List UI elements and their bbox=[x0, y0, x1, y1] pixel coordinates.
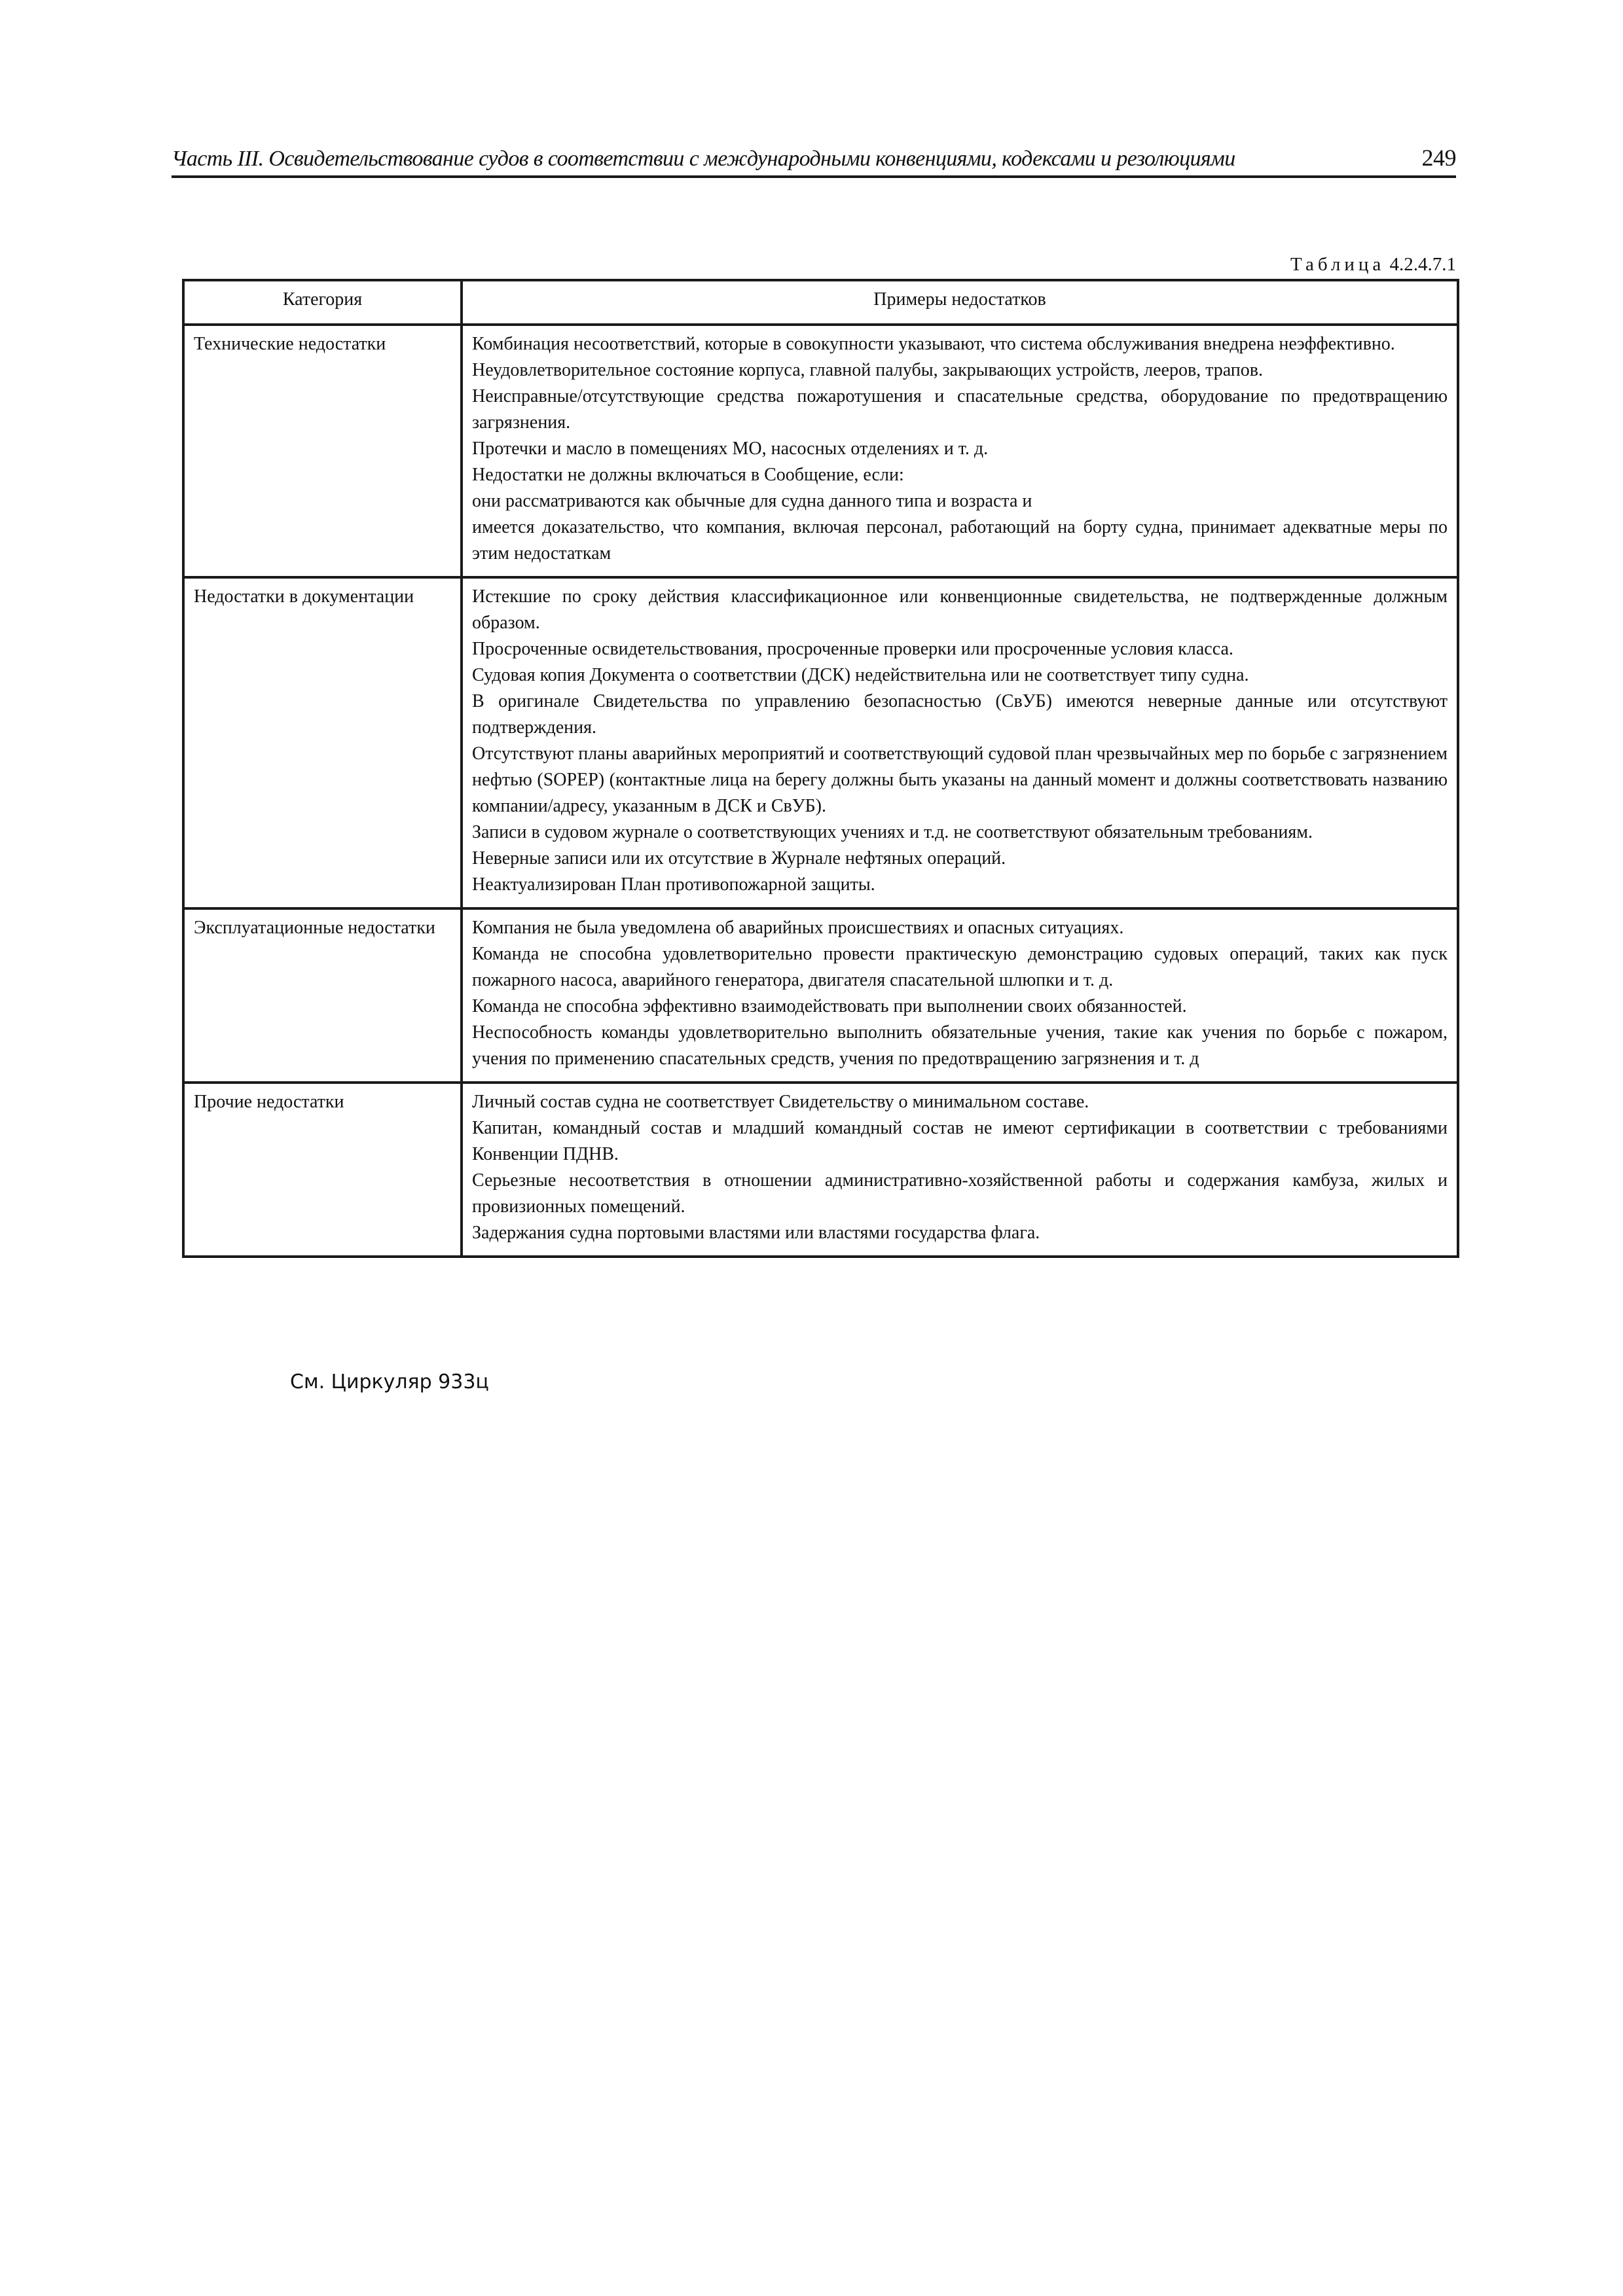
table-caption bbox=[1290, 254, 1456, 276]
running-header bbox=[172, 140, 1456, 178]
example-line: В оригинале Свидетельства по управлению безопасностью (СвУБ) имеются неверные данные или отсутствуют подтверждения. bbox=[472, 691, 1448, 738]
page-number: 249 bbox=[1421, 145, 1456, 171]
column-header-category: Категория bbox=[183, 280, 462, 325]
column-header-examples: Примеры недостатков bbox=[462, 280, 1458, 325]
example-line: Команда не способна удовлетворительно провести практическую демонстрацию судовых операций, таких как пуск пожарного насоса, аварийного генератора, двигателя спасательной шлюпки и т. д. bbox=[472, 944, 1448, 990]
example-line: Задержания судна портовыми властями или властями государства флага. bbox=[472, 1223, 1040, 1243]
footnote-circular-reference: См. Циркуляр 933ц bbox=[290, 1371, 489, 1393]
example-line: Неисправные/отсутствующие средства пожаротушения и спасательные средства, оборудование по предотвращению загрязнения. bbox=[472, 386, 1448, 433]
example-line: имеется доказательство, что компания, включая персонал, работающий на борту судна, принимает адекватные меры по этим недостаткам bbox=[472, 517, 1448, 564]
table-row bbox=[183, 577, 1458, 908]
table-row bbox=[183, 908, 1458, 1083]
example-line: они рассматриваются как обычные для судна данного типа и возраста и bbox=[472, 491, 1032, 511]
example-line: Отсутствуют планы аварийных мероприятий и соответствующий судовой план чрезвычайных мер по борьбе с загрязнением нефтью (SOPEP) (контактные лица на берегу должны быть указаны на данный момент и должны соответствовать названию компании/адресу, указанным в ДСК и СвУБ). bbox=[472, 744, 1448, 816]
example-line: Протечки и масло в помещениях МО, насосных отделениях и т. д. bbox=[472, 439, 989, 459]
category-cell: Эксплуатационные недостатки bbox=[183, 908, 462, 1083]
category-cell: Технические недостатки bbox=[183, 325, 462, 577]
running-title: Часть III. Освидетельствование судов в соответствии с международными конвенциями, кодексами и резолюциями bbox=[172, 147, 1235, 171]
example-line: Личный состав судна не соответствует Свидетельству о минимальном составе. bbox=[472, 1092, 1089, 1112]
deficiencies-table bbox=[182, 279, 1459, 1258]
table-row bbox=[183, 1083, 1458, 1257]
table-caption-number: 4.2.4.7.1 bbox=[1389, 254, 1456, 275]
example-line: Записи в судовом журнале о соответствующих учениях и т.д. не соответствуют обязательным требованиям. bbox=[472, 822, 1313, 842]
category-cell: Прочие недостатки bbox=[183, 1083, 462, 1257]
example-line: Команда не способна эффективно взаимодействовать при выполнении своих обязанностей. bbox=[472, 996, 1187, 1016]
table-row bbox=[183, 325, 1458, 577]
examples-cell bbox=[462, 325, 1458, 577]
examples-cell bbox=[462, 1083, 1458, 1257]
example-line: Неактуализирован План противопожарной защиты. bbox=[472, 874, 875, 895]
example-line: Просроченные освидетельствования, просроченные проверки или просроченные условия класса. bbox=[472, 639, 1233, 659]
example-line: Неспособность команды удовлетворительно выполнить обязательные учения, такие как учения по борьбе с пожаром, учения по применению спасательных средств, учения по предотвращению загрязнения и т. д bbox=[472, 1022, 1448, 1069]
example-line: Неверные записи или их отсутствие в Журнале нефтяных операций. bbox=[472, 848, 1006, 869]
example-line: Комбинация несоответствий, которые в совокупности указывают, что система обслуживания внедрена неэффективно. bbox=[472, 334, 1395, 354]
table-header-row bbox=[183, 280, 1458, 325]
table-caption-word: Таблица bbox=[1290, 254, 1385, 275]
example-line: Судовая копия Документа о соответствии (ДСК) недействительна или не соответствует типу судна. bbox=[472, 665, 1249, 685]
example-line: Компания не была уведомлена об аварийных происшествиях и опасных ситуациях. bbox=[472, 918, 1124, 938]
category-cell: Недостатки в документации bbox=[183, 577, 462, 908]
example-line: Серьезные несоответствия в отношении административно-хозяйственной работы и содержания камбуза, жилых и провизионных помещений. bbox=[472, 1170, 1448, 1217]
examples-cell bbox=[462, 908, 1458, 1083]
example-line: Истекшие по сроку действия классификационное или конвенционные свидетельства, не подтвержденные должным образом. bbox=[472, 586, 1448, 633]
examples-cell bbox=[462, 577, 1458, 908]
example-line: Неудовлетворительное состояние корпуса, главной палубы, закрывающих устройств, лееров, трапов. bbox=[472, 360, 1264, 380]
example-line: Капитан, командный состав и младший командный состав не имеют сертификации в соответствии с требованиями Конвенции ПДНВ. bbox=[472, 1118, 1448, 1164]
example-line: Недостатки не должны включаться в Сообщение, если: bbox=[472, 465, 904, 485]
